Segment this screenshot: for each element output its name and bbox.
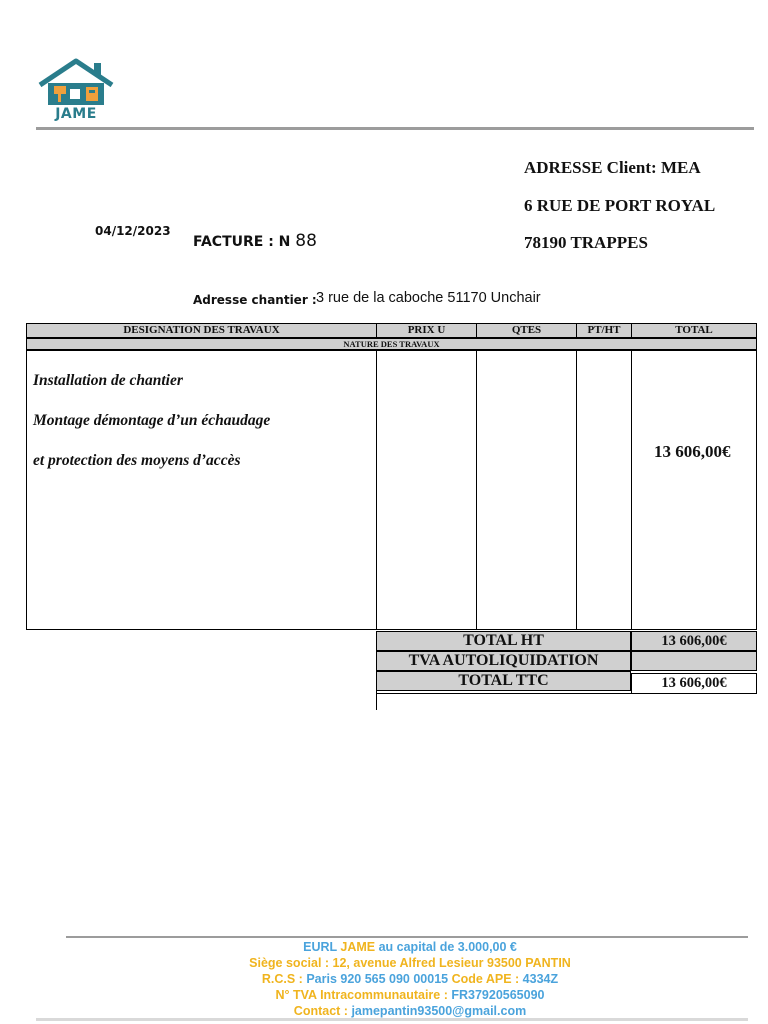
work-description-line: Installation de chantier	[33, 372, 183, 389]
col-header-qtes: QTES	[476, 323, 577, 338]
column-divider	[631, 350, 632, 630]
footer-text: R.C.S :	[261, 972, 307, 986]
footer-email: jamepantin93500@gmail.com	[351, 1004, 527, 1018]
tva-label: TVA AUTOLIQUIDATION	[376, 651, 631, 671]
total-ttc-label: TOTAL TTC	[376, 671, 631, 691]
col-header-prix-u: PRIX U	[376, 323, 477, 338]
client-address-title: ADRESSE Client: MEA	[524, 158, 701, 177]
total-ttc-value: 13 606,00€	[631, 673, 757, 694]
table-subheader: NATURE DES TRAVAUX	[26, 338, 757, 350]
footer-text: Paris 920 565 090 00015	[306, 972, 452, 986]
col-header-designation: DESIGNATION DES TRAVAUX	[26, 323, 377, 338]
footer-text: au capital de 3.000,00 €	[375, 940, 517, 954]
site-address-label: Adresse chantier :	[193, 293, 317, 307]
column-divider	[376, 350, 377, 630]
footer-divider	[66, 936, 748, 938]
footer-text: Code APE :	[451, 972, 523, 986]
footer-contact-line	[0, 1003, 768, 1019]
invoice-number	[193, 231, 317, 251]
footer-text: EURL	[303, 940, 341, 954]
invoice-number-value: 88	[295, 231, 317, 251]
footer-text: JAME	[340, 940, 376, 954]
work-description-line: et protection des moyens d’accès	[33, 452, 241, 469]
footer-text: FR37920565090	[451, 988, 545, 1002]
client-address-street: 6 RUE DE PORT ROYAL	[524, 196, 716, 215]
footer-text: N° TVA Intracommunautaire :	[275, 988, 452, 1002]
total-ht-value: 13 606,00€	[631, 631, 757, 651]
footer-vat-line	[0, 987, 768, 1003]
column-divider	[476, 350, 477, 630]
logo-text: JAME	[55, 106, 97, 122]
footer-rcs-line	[0, 971, 768, 987]
column-divider	[576, 350, 577, 630]
invoice-date: 04/12/2023	[95, 224, 171, 238]
col-header-total: TOTAL	[631, 323, 757, 338]
footer-bottom-divider	[36, 1018, 748, 1021]
line-total: 13 606,00€	[654, 442, 731, 461]
footer-head-office: Siège social : 12, avenue Alfred Lesieur 93500 PANTIN	[249, 956, 571, 970]
totals-bottom-rule	[376, 693, 757, 694]
footer-company-line	[0, 939, 768, 955]
header-divider	[36, 127, 754, 130]
tva-value	[631, 651, 757, 671]
col-header-pt-ht: PT/HT	[576, 323, 632, 338]
client-address-city: 78190 TRAPPES	[524, 233, 648, 252]
table-body	[26, 350, 757, 630]
total-ht-label: TOTAL HT	[376, 631, 631, 651]
footer-text: Contact :	[293, 1004, 352, 1018]
site-address-value: 3 rue de la caboche 51170 Unchair	[316, 290, 541, 306]
work-description-line: Montage démontage d’un échaudage	[33, 412, 271, 429]
footer-text: 4334Z	[522, 972, 559, 986]
invoice-number-label: FACTURE : N	[193, 234, 291, 250]
